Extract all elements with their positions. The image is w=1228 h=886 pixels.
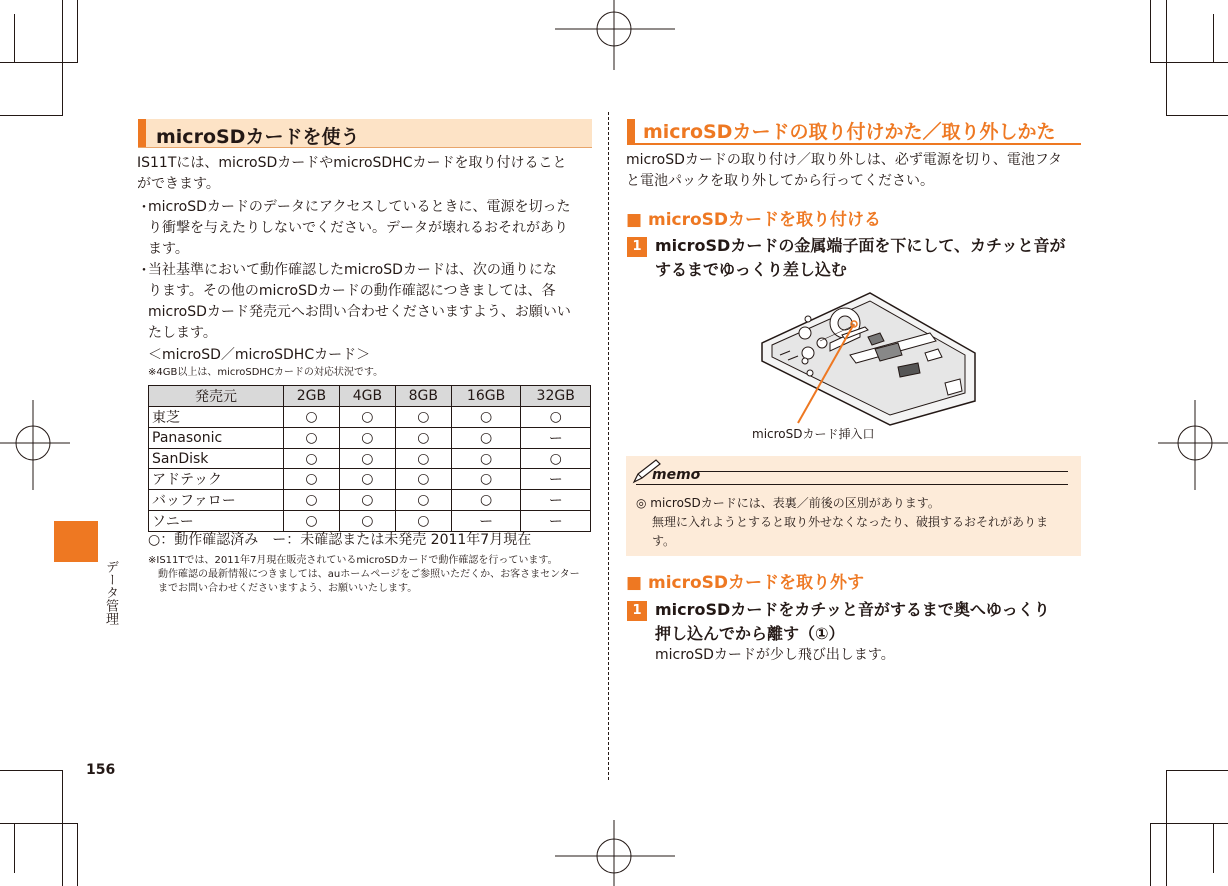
attach-subheading: ■ microSDカードを取り付ける: [626, 210, 882, 230]
memo-rule-top: [696, 471, 1068, 472]
table-cell: SanDisk: [149, 449, 284, 469]
memo-title: memo: [652, 467, 701, 483]
table-row: [149, 511, 591, 532]
registration-mark-bottom: [555, 820, 675, 886]
table-cell: ○: [284, 511, 340, 532]
table-cell: 東芝: [149, 407, 284, 428]
bullet-1-line-1: microSDカードのデータにアクセスしているときに、電源を切った: [148, 199, 571, 215]
table-header: 8GB: [395, 386, 451, 407]
page-number: 156: [86, 762, 116, 778]
memo-line-1: ◎ microSDカードには、表裏／前後の区別があります。: [636, 496, 940, 510]
attach-step-line-2: するまでゆっくり差し込む: [655, 260, 847, 279]
remove-note: microSDカードが少し飛び出します。: [655, 647, 895, 663]
attach-step-line-1: microSDカードの金属端子面を下にして、カチッと音が: [655, 236, 1066, 255]
bullet-1-line-2: り衝撃を与えたりしないでください。データが壊れるおそれがあり: [148, 220, 568, 236]
table-cell: ー: [521, 469, 591, 490]
footnote-line-2: 動作確認の最新情報につきましては、auホームページをご参照いただくか、お客さまセンター: [158, 569, 580, 580]
table-caption: ＜microSD／microSDHCカード＞: [148, 347, 371, 363]
registration-mark-top: [555, 0, 675, 70]
table-note: ※4GB以上は、microSDHCカードの対応状況です。: [148, 367, 384, 378]
table-cell: ○: [451, 490, 521, 511]
section-title: microSDカードを使う: [156, 126, 360, 148]
table-cell: ー: [521, 428, 591, 449]
remove-step-line-2: 押し込んでから離す（①）: [655, 624, 845, 643]
table-header-row: [149, 386, 591, 407]
remove-subheading: ■ microSDカードを取り外す: [626, 573, 865, 593]
table-cell: ○: [339, 469, 395, 490]
bullet-2-line-2: ります。その他のmicroSDカードの動作確認につきましては、各: [148, 283, 556, 299]
bullet-2-line-4: たします。: [148, 325, 217, 341]
table-cell: バッファロー: [149, 490, 284, 511]
table-row: [149, 490, 591, 511]
intro-line-2: ができます。: [137, 176, 220, 192]
table-cell: ○: [451, 428, 521, 449]
memo-line-3: す。: [652, 534, 676, 548]
table-cell: アドテック: [149, 469, 284, 490]
table-cell: ○: [395, 511, 451, 532]
table-cell: ー: [451, 511, 521, 532]
table-cell: ○: [339, 428, 395, 449]
table-cell: ○: [521, 449, 591, 469]
section-heading-use: [138, 119, 592, 148]
table-cell: ○: [284, 449, 340, 469]
table-cell: ー: [521, 490, 591, 511]
table-header: 16GB: [451, 386, 521, 407]
table-cell: ○: [451, 449, 521, 469]
table-cell: ー: [521, 511, 591, 532]
chapter-tab: [54, 521, 98, 562]
table-header: 2GB: [284, 386, 340, 407]
footnote-line-3: までお問い合わせくださいますよう、お願いいたします。: [158, 583, 418, 594]
bullet-mark: ・: [137, 263, 151, 279]
table-cell: ソニー: [149, 511, 284, 532]
table-cell: ○: [395, 469, 451, 490]
bullet-mark: ・: [137, 200, 151, 216]
right-intro-line-2: と電池パックを取り外してから行ってください。: [626, 173, 934, 189]
table-row: [149, 407, 591, 428]
table-cell: ○: [395, 428, 451, 449]
section-heading-attach-remove: [627, 117, 1081, 145]
intro-line-1: IS11Tには、microSDカードやmicroSDHCカードを取り付けること: [137, 155, 567, 171]
table-cell: ○: [284, 469, 340, 490]
table-header: 32GB: [521, 386, 591, 407]
right-intro-line-1: microSDカードの取り付け／取り外しは、必ず電源を切り、電池フタ: [626, 152, 1062, 168]
table-cell: ○: [284, 407, 340, 428]
table-cell: ○: [339, 490, 395, 511]
step-number: 1: [627, 601, 647, 621]
table-header: 4GB: [339, 386, 395, 407]
table-cell: ○: [339, 511, 395, 532]
heading-accent-bar: [627, 119, 635, 143]
heading-accent-bar: [138, 119, 146, 147]
table-cell: ○: [395, 407, 451, 428]
memo-line-2: 無理に入れようとすると取り外せなくなったり、破損するおそれがありま: [652, 515, 1049, 529]
compatibility-table: [148, 385, 591, 532]
chapter-label: データ管理: [103, 560, 118, 625]
table-cell: ○: [395, 449, 451, 469]
table-cell: ○: [395, 490, 451, 511]
table-row: [149, 428, 591, 449]
bullet-2-line-1: 当社基準において動作確認したmicroSDカードは、次の通りにな: [148, 262, 557, 278]
table-cell: ○: [339, 407, 395, 428]
registration-mark-right: [1158, 400, 1228, 490]
table-cell: ○: [284, 428, 340, 449]
table-cell: ○: [451, 407, 521, 428]
table-cell: ○: [339, 449, 395, 469]
column-divider: [608, 112, 609, 780]
table-cell: ○: [521, 407, 591, 428]
footnote-line-1: ※IS11Tでは、2011年7月現在販売されているmicroSDカードで動作確認を行っています。: [148, 555, 558, 566]
memo-rule-bottom: [636, 484, 1068, 485]
table-legend: ○：動作確認済み ー：未確認または未発売 2011年7月現在: [148, 532, 532, 548]
table-cell: Panasonic: [149, 428, 284, 449]
section-title: microSDカードの取り付けかた／取り外しかた: [643, 121, 1056, 143]
remove-step-line-1: microSDカードをカチッと音がするまで奥へゆっくり: [655, 600, 1050, 619]
registration-mark-left: [0, 400, 70, 490]
bullet-1-line-3: ます。: [148, 241, 189, 257]
table-header: 発売元: [149, 386, 284, 407]
table-cell: ○: [451, 469, 521, 490]
bullet-2-line-3: microSDカード発売元へお問い合わせくださいますよう、お願いい: [148, 304, 571, 320]
image-callout-label: microSDカード挿入口: [752, 427, 875, 441]
table-row: [149, 449, 591, 469]
table-row: [149, 469, 591, 490]
phone-battery-illustration: [750, 283, 990, 433]
step-number: 1: [627, 237, 647, 257]
table-cell: ○: [284, 490, 340, 511]
